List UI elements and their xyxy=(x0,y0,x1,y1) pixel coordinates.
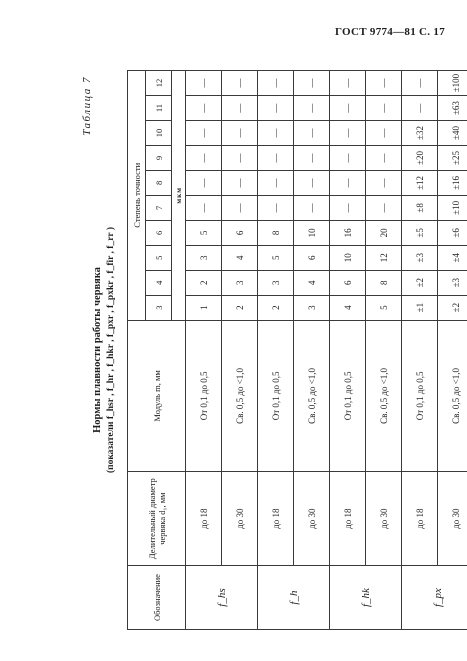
diameter-cell: до 18 xyxy=(402,472,438,566)
page-header: ГОСТ 9774—81 С. 17 xyxy=(334,26,445,38)
table-row xyxy=(294,71,330,630)
value-cell: — xyxy=(222,121,258,146)
value-cell: 4 xyxy=(330,295,366,320)
module-cell: Св. 0,5 до <1,0 xyxy=(294,320,330,472)
value-cell: — xyxy=(222,195,258,220)
parameter-cell: f_h xyxy=(258,566,330,630)
value-cell: 5 xyxy=(366,295,402,320)
table-row xyxy=(186,71,222,630)
value-cell: — xyxy=(258,195,294,220)
table-title: Нормы плавности работы червяка xyxy=(92,267,103,433)
value-cell: 4 xyxy=(222,245,258,270)
value-cell: — xyxy=(186,170,222,195)
value-cell: — xyxy=(330,195,366,220)
value-cell: 10 xyxy=(330,245,366,270)
value-cell: 4 xyxy=(294,270,330,295)
value-cell: — xyxy=(330,170,366,195)
value-cell: — xyxy=(366,145,402,170)
table-label: Таблица 7 xyxy=(81,76,93,136)
value-cell: — xyxy=(330,71,366,96)
designation-header: Обозначение xyxy=(128,566,186,630)
degree-header: 6 xyxy=(146,220,172,245)
value-cell: 2 xyxy=(186,270,222,295)
degree-header: 11 xyxy=(146,96,172,121)
value-cell: 5 xyxy=(258,245,294,270)
table-row xyxy=(258,71,294,630)
degree-header: 7 xyxy=(146,195,172,220)
value-cell: — xyxy=(186,145,222,170)
value-cell: 3 xyxy=(294,295,330,320)
parameter-cell: f_px xyxy=(402,566,467,630)
value-cell: ±100 xyxy=(438,71,467,96)
degree-header: 8 xyxy=(146,170,172,195)
value-cell: — xyxy=(258,170,294,195)
module-cell: От 0,1 до 0,5 xyxy=(258,320,294,472)
value-cell: — xyxy=(366,71,402,96)
diameter-cell: до 18 xyxy=(258,472,294,566)
value-cell: — xyxy=(366,96,402,121)
diameter-cell: до 30 xyxy=(366,472,402,566)
module-cell: Св. 0,5 до <1,0 xyxy=(438,320,467,472)
value-cell: — xyxy=(186,195,222,220)
degree-header: 4 xyxy=(146,270,172,295)
accuracy-degree-header: Степень точности xyxy=(128,71,146,321)
value-cell: ±5 xyxy=(402,220,438,245)
value-cell: — xyxy=(186,96,222,121)
value-cell: — xyxy=(222,96,258,121)
value-cell: 6 xyxy=(330,270,366,295)
degree-header: 9 xyxy=(146,145,172,170)
value-cell: — xyxy=(222,145,258,170)
value-cell: ±3 xyxy=(402,245,438,270)
module-cell: От 0,1 до 0,5 xyxy=(186,320,222,472)
value-cell: — xyxy=(294,195,330,220)
degree-header: 5 xyxy=(146,245,172,270)
diameter-cell: до 18 xyxy=(330,472,366,566)
value-cell: — xyxy=(330,145,366,170)
value-cell: 2 xyxy=(222,295,258,320)
value-cell: 20 xyxy=(366,220,402,245)
value-cell: ±6 xyxy=(438,220,467,245)
value-cell: ±16 xyxy=(438,170,467,195)
value-cell: — xyxy=(222,170,258,195)
module-cell: От 0,1 до 0,5 xyxy=(330,320,366,472)
value-cell: — xyxy=(258,96,294,121)
value-cell: — xyxy=(402,71,438,96)
value-cell: — xyxy=(366,121,402,146)
value-cell: — xyxy=(222,71,258,96)
module-cell: Св. 0,5 до <1,0 xyxy=(366,320,402,472)
diameter-header: Делительный диаметр червяка d₁, мм xyxy=(128,472,186,566)
module-cell: От 0,1 до 0,5 xyxy=(402,320,438,472)
degree-header: 10 xyxy=(146,121,172,146)
diameter-cell: до 30 xyxy=(222,472,258,566)
value-cell: 6 xyxy=(294,245,330,270)
value-cell: ±63 xyxy=(438,96,467,121)
value-cell: 6 xyxy=(222,220,258,245)
value-cell: ±12 xyxy=(402,170,438,195)
value-cell: ±32 xyxy=(402,121,438,146)
module-header: Модуль m, мм xyxy=(128,320,186,472)
table-row xyxy=(330,71,366,630)
value-cell: — xyxy=(258,145,294,170)
value-cell: 3 xyxy=(186,245,222,270)
value-cell: ±10 xyxy=(438,195,467,220)
value-cell: 5 xyxy=(186,220,222,245)
value-cell: 8 xyxy=(366,270,402,295)
diameter-cell: до 18 xyxy=(186,472,222,566)
value-cell: — xyxy=(366,195,402,220)
value-cell: ±20 xyxy=(402,145,438,170)
value-cell: ±4 xyxy=(438,245,467,270)
rotated-table-block xyxy=(81,70,461,630)
degree-header: 12 xyxy=(146,71,172,96)
value-cell: — xyxy=(258,121,294,146)
value-cell: 16 xyxy=(330,220,366,245)
value-cell: — xyxy=(330,96,366,121)
table-row xyxy=(366,71,402,630)
module-cell: Св. 0,5 до <1,0 xyxy=(222,320,258,472)
parameter-cell: f_hk xyxy=(330,566,402,630)
value-cell: 3 xyxy=(258,270,294,295)
value-cell: — xyxy=(294,96,330,121)
value-cell: ±3 xyxy=(438,270,467,295)
degree-header: 3 xyxy=(146,295,172,320)
value-cell: ±40 xyxy=(438,121,467,146)
value-cell: — xyxy=(294,170,330,195)
value-cell: — xyxy=(294,71,330,96)
value-cell: — xyxy=(186,71,222,96)
value-cell: — xyxy=(258,71,294,96)
value-cell: ±2 xyxy=(438,295,467,320)
value-cell: — xyxy=(402,96,438,121)
value-cell: 3 xyxy=(222,270,258,295)
value-cell: — xyxy=(294,145,330,170)
table-body xyxy=(186,71,467,630)
value-cell: — xyxy=(294,121,330,146)
value-cell: — xyxy=(366,170,402,195)
parameter-cell: f_hs xyxy=(186,566,258,630)
value-cell: 2 xyxy=(258,295,294,320)
value-cell: — xyxy=(186,121,222,146)
value-cell: — xyxy=(330,121,366,146)
value-cell: 12 xyxy=(366,245,402,270)
unit-header: мкм xyxy=(172,71,186,321)
diameter-cell: до 30 xyxy=(294,472,330,566)
value-cell: ±25 xyxy=(438,145,467,170)
table-subtitle: (показатели f_hsr , f_hr , f_hkr , f_pxr , f_pxkr , f_fir , f_rr ) xyxy=(106,226,116,474)
value-cell: ±2 xyxy=(402,270,438,295)
table-row xyxy=(402,71,438,630)
diameter-cell: до 30 xyxy=(438,472,467,566)
value-cell: 8 xyxy=(258,220,294,245)
value-cell: 10 xyxy=(294,220,330,245)
value-cell: 1 xyxy=(186,295,222,320)
value-cell: ±8 xyxy=(402,195,438,220)
table-row xyxy=(438,71,467,630)
table-row xyxy=(222,71,258,630)
value-cell: ±1 xyxy=(402,295,438,320)
accuracy-norms-table xyxy=(127,70,467,630)
